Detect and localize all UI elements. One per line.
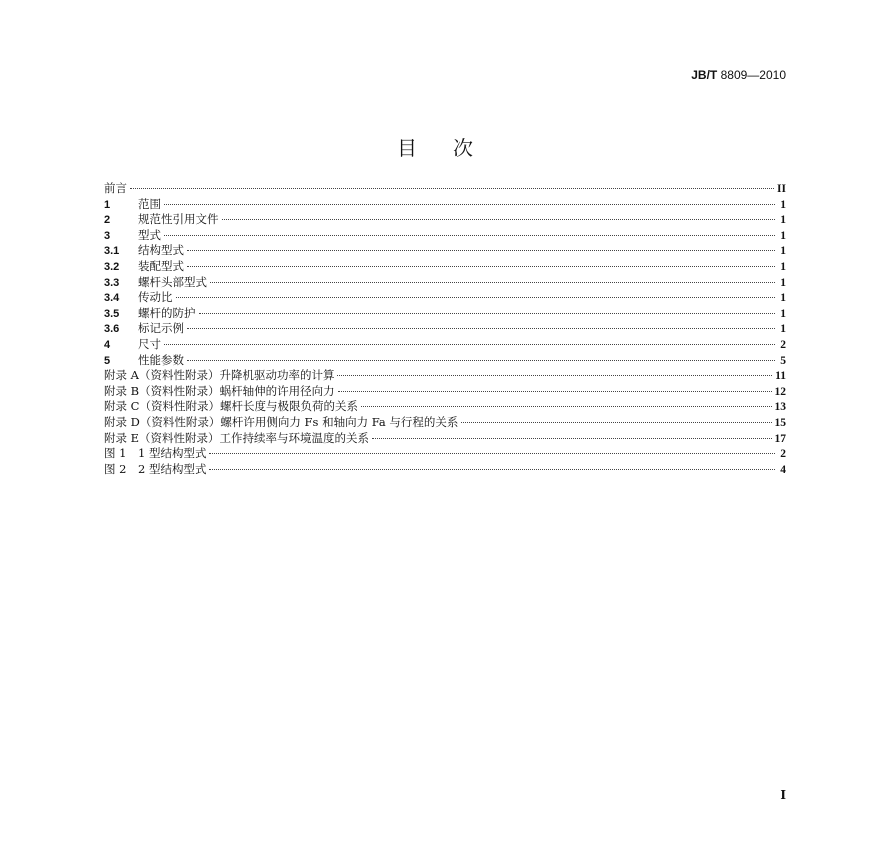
toc-leader-dots [187, 359, 775, 361]
toc-leader-dots [187, 249, 775, 251]
toc-entry-label: 图 2 2 型结构型式 [104, 461, 207, 476]
toc-entry-page: 15 [774, 416, 786, 429]
toc-entry-number: 3.4 [104, 292, 120, 305]
toc-entry-label: 前言 [104, 181, 127, 195]
toc-entry-page: II [777, 183, 786, 195]
standard-prefix: JB/T [691, 68, 718, 82]
toc-leader-dots [164, 203, 775, 205]
toc-entry[interactable] [104, 368, 786, 384]
toc-entry-label: 附录 A（资料性附录）升降机驱动功率的计算 [104, 368, 335, 383]
toc-entry-number: 3 [104, 229, 111, 242]
toc-entry-label: 附录 C（资料性附录）螺杆长度与极限负荷的关系 [104, 399, 358, 414]
toc-leader-dots [361, 405, 772, 407]
toc-entry[interactable] [104, 275, 786, 291]
toc-entry-page: 1 [780, 292, 786, 305]
toc-entry[interactable] [104, 181, 786, 197]
toc-entry[interactable] [104, 431, 786, 447]
toc-entry-page: 1 [780, 260, 786, 273]
toc-entry-label: 附录 B（资料性附录）蜗杆轴伸的许用径向力 [104, 383, 335, 398]
toc-leader-dots [176, 296, 776, 298]
toc-entry[interactable] [104, 337, 786, 353]
toc-leader-dots [187, 265, 775, 267]
standard-number-header [691, 68, 786, 82]
toc-entry-label: 结构型式 [138, 243, 184, 258]
toc-entry-number: 4 [104, 338, 111, 351]
toc-entry-page: 1 [780, 198, 786, 211]
toc-entry-page: 12 [774, 385, 786, 398]
toc-entry-number: 5 [104, 354, 111, 367]
toc-entry-number: 2 [104, 214, 111, 227]
toc-entry-page: 1 [780, 245, 786, 258]
toc-entry-page: 4 [780, 463, 786, 476]
page-title: 目次 [397, 136, 509, 160]
toc-entry-page: 5 [780, 354, 786, 367]
toc-entry-page: 1 [780, 323, 786, 336]
toc-entry[interactable] [104, 306, 786, 322]
toc-entry-page: 17 [774, 432, 786, 445]
toc-leader-dots [130, 187, 774, 189]
page-number: I [780, 788, 786, 802]
toc-entry-page: 1 [780, 307, 786, 320]
toc-leader-dots [222, 218, 776, 220]
standard-number: 8809—2010 [717, 68, 786, 82]
toc-entry-page: 2 [780, 448, 786, 461]
toc-leader-dots [199, 312, 776, 314]
toc-entry[interactable] [104, 321, 786, 337]
toc-entry[interactable] [104, 353, 786, 369]
toc-entry-page: 1 [780, 229, 786, 242]
toc-entry-number: 3.1 [104, 245, 120, 258]
toc-leader-dots [209, 468, 775, 470]
toc-entry[interactable] [104, 228, 786, 244]
toc-entry[interactable] [104, 259, 786, 275]
toc-leader-dots [210, 281, 775, 283]
toc-entry-label: 性能参数 [138, 352, 184, 367]
toc-entry-number: 3.6 [104, 323, 120, 336]
toc-leader-dots [337, 374, 772, 376]
toc-entry-label: 规范性引用文件 [138, 212, 219, 227]
toc-entry-page: 13 [774, 401, 786, 414]
toc-entry-number: 1 [104, 198, 111, 211]
table-of-contents [104, 181, 786, 477]
toc-leader-dots [372, 437, 771, 439]
toc-entry[interactable] [104, 290, 786, 306]
toc-leader-dots [164, 234, 775, 236]
toc-entry-label: 附录 D（资料性附录）螺杆许用侧向力 Fs 和轴向力 Fa 与行程的关系 [104, 414, 459, 429]
toc-entry[interactable] [104, 384, 786, 400]
toc-leader-dots [209, 452, 775, 454]
toc-leader-dots [461, 421, 771, 423]
toc-leader-dots [338, 390, 772, 392]
toc-entry-label: 图 1 1 型结构型式 [104, 446, 207, 461]
toc-entry-number: 3.2 [104, 260, 120, 273]
toc-entry-label: 装配型式 [138, 258, 184, 273]
toc-entry[interactable] [104, 197, 786, 213]
toc-entry[interactable] [104, 243, 786, 259]
toc-entry[interactable] [104, 462, 786, 478]
toc-entry-label: 标记示例 [138, 321, 184, 336]
toc-entry-label: 螺杆头部型式 [138, 274, 207, 289]
toc-entry-page: 11 [775, 370, 786, 383]
toc-entry[interactable] [104, 415, 786, 431]
toc-entry-label: 螺杆的防护 [138, 305, 196, 320]
toc-entry[interactable] [104, 212, 786, 228]
toc-entry-label: 传动比 [138, 290, 173, 305]
toc-entry[interactable] [104, 446, 786, 462]
toc-entry[interactable] [104, 399, 786, 415]
toc-entry-page: 1 [780, 214, 786, 227]
toc-entry-label: 型式 [138, 227, 161, 242]
toc-entry-number: 3.3 [104, 276, 120, 289]
toc-entry-page: 2 [780, 338, 786, 351]
toc-leader-dots [187, 327, 775, 329]
toc-entry-label: 附录 E（资料性附录）工作持续率与环境温度的关系 [104, 430, 370, 445]
toc-leader-dots [164, 343, 775, 345]
toc-entry-number: 3.5 [104, 307, 120, 320]
toc-entry-label: 范围 [138, 196, 161, 211]
toc-entry-label: 尺寸 [138, 336, 161, 351]
toc-entry-page: 1 [780, 276, 786, 289]
